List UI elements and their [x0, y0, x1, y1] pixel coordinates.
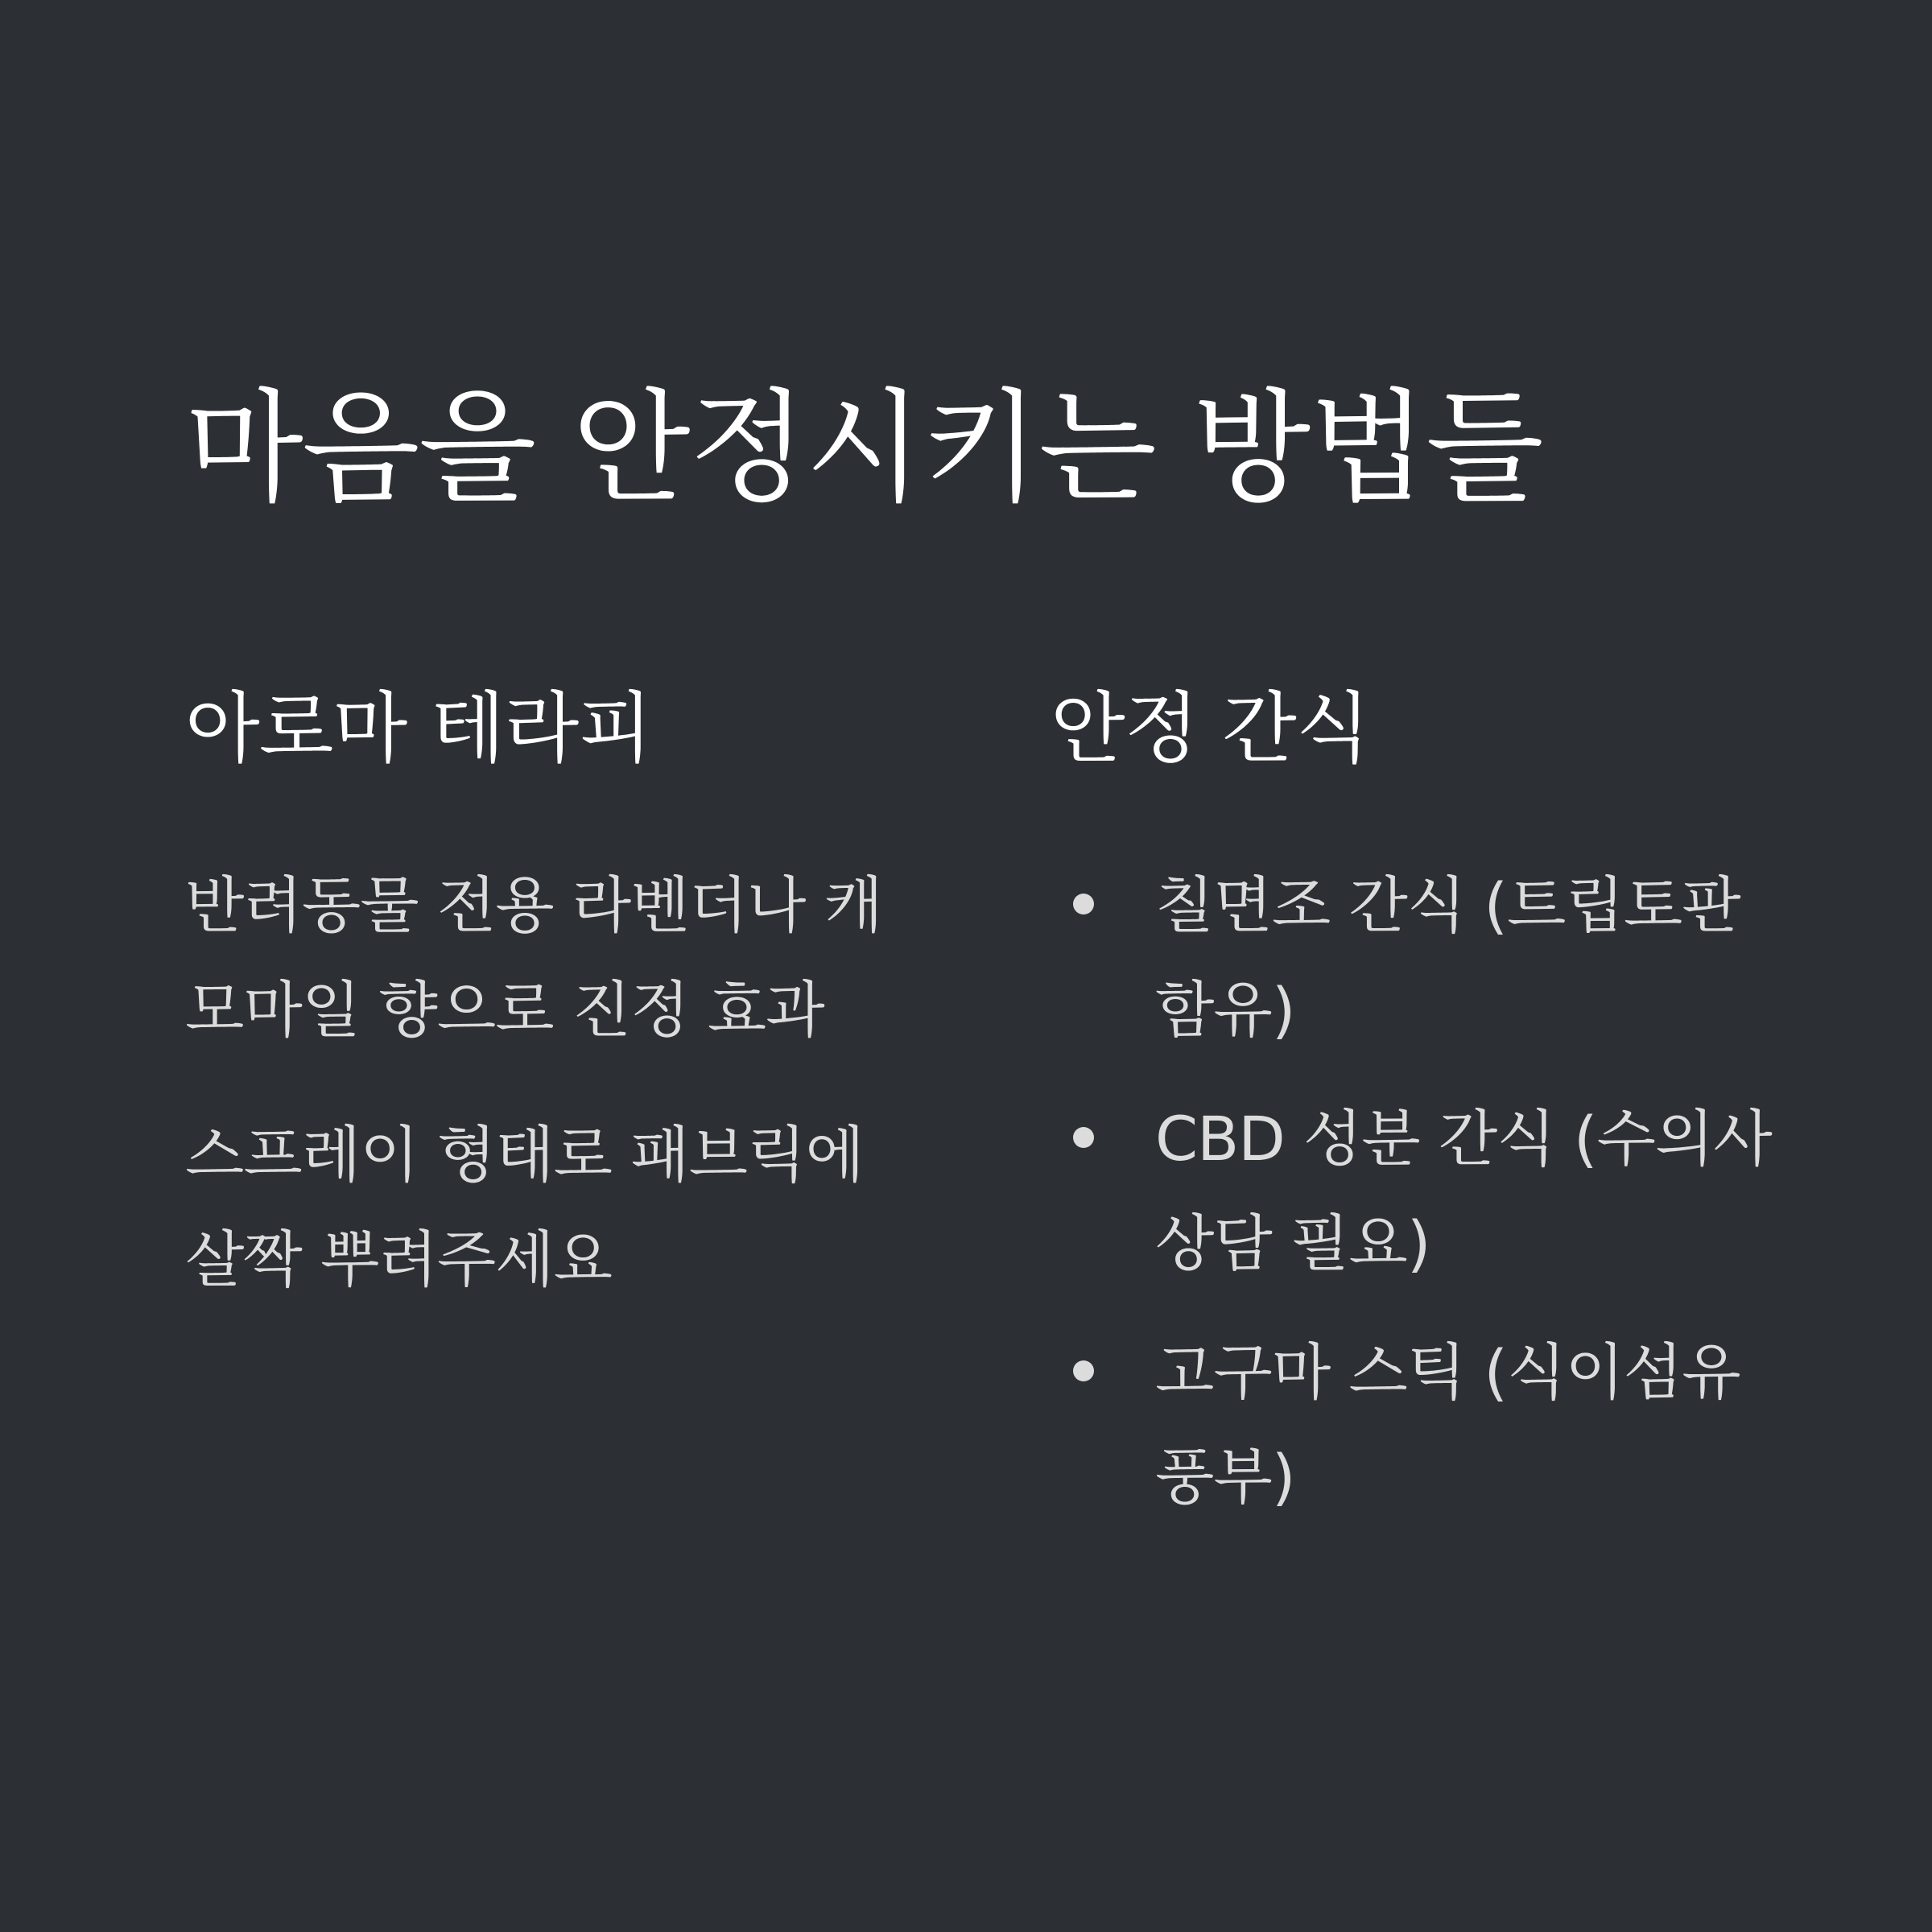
list-item — [1051, 853, 1775, 1063]
bullet-icon — [1073, 1127, 1094, 1148]
bullet-icon — [1073, 1360, 1094, 1381]
aroma-therapy-heading: 아로마 테라피 — [185, 683, 652, 774]
calming-snacks-heading: 안정 간식 — [1051, 683, 1370, 774]
slide-title: 마음을 안정시키는 방법들 — [185, 377, 1542, 519]
calming-snacks-column — [1051, 684, 1775, 1554]
list-item-text: CBD 성분 간식 (수의사 상담 필요) — [1155, 1103, 1772, 1280]
aroma-therapy-paragraph-2: 스프레이 형태로 패브릭에 살짝 뿌려주세요 — [185, 1119, 864, 1296]
list-item — [1051, 1087, 1775, 1296]
list-item-text: 칠면조 간식 (트립토판 함유) — [1155, 869, 1740, 1046]
list-item-text: 고구마 스틱 (식이섬유 풍부) — [1155, 1336, 1740, 1513]
calming-snacks-list — [1051, 853, 1775, 1530]
bullet-icon — [1073, 894, 1094, 914]
aroma-therapy-column — [185, 684, 894, 1312]
aroma-therapy-paragraph-1: 반려동물 전용 라벤더나 캐모마일 향으로 진정 효과 — [185, 869, 883, 1046]
list-item — [1051, 1320, 1775, 1530]
